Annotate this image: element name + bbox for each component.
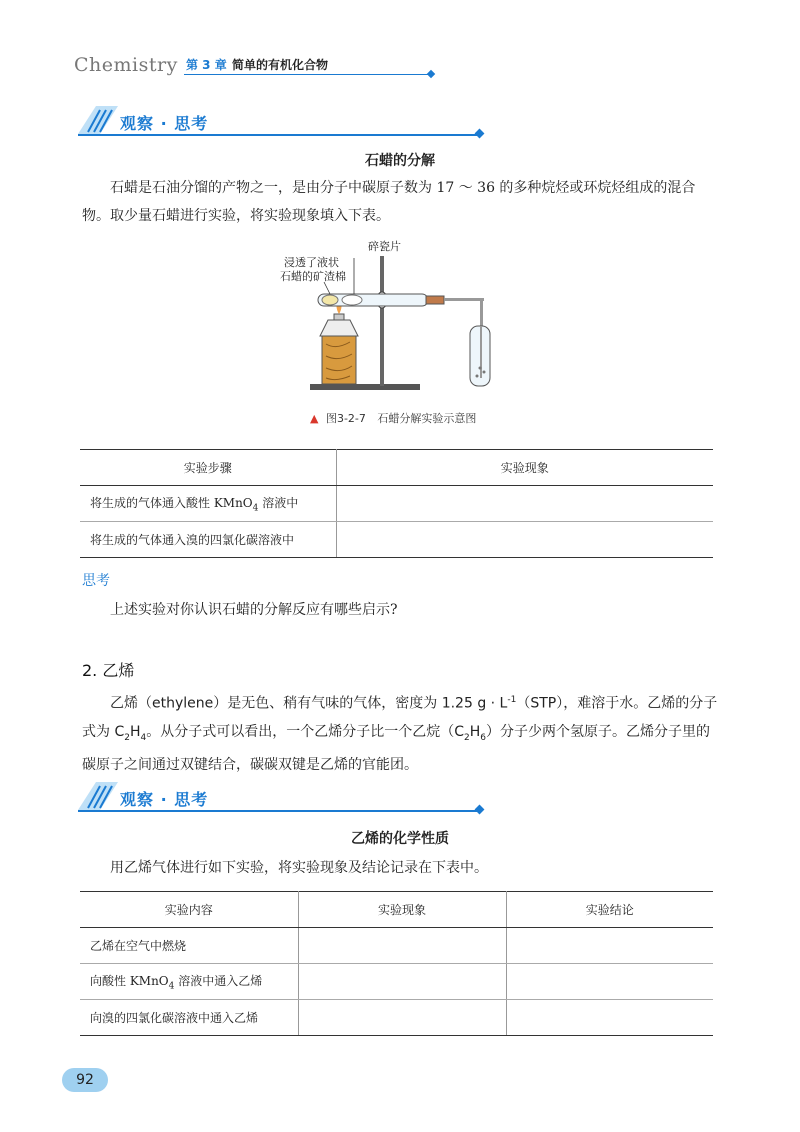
- banner-underline: [78, 134, 480, 136]
- page-header: [74, 52, 364, 76]
- observe-think-banner-1: [78, 104, 488, 140]
- table-cell-result[interactable]: [298, 1000, 506, 1036]
- section-title-paraffin: 石蜡的分解: [365, 153, 435, 169]
- table-header: 实验结论: [506, 892, 713, 928]
- ethylene-experiment-paragraph: 用乙烯气体进行如下实验，将实验现象及结论记录在下表中。: [110, 860, 488, 876]
- table-cell-conclusion[interactable]: [506, 1000, 713, 1036]
- figure-caption: [310, 410, 476, 426]
- brand-title: Chemistry: [74, 54, 178, 76]
- stripes-icon: [78, 106, 118, 134]
- caption-text: 石蜡分解实验示意图: [377, 412, 477, 425]
- table-header: 实验内容: [80, 892, 298, 928]
- section-heading-ethylene: 2. 乙烯: [82, 661, 135, 680]
- table-cell-result[interactable]: [336, 486, 713, 522]
- chapter-title: 简单的有机化合物: [232, 58, 329, 72]
- label-soaked-1: 浸透了液状: [284, 256, 339, 269]
- table-cell-result[interactable]: [336, 522, 713, 558]
- paraffin-intro-paragraph: 石蜡是石油分馏的产物之一，是由分子中碳原子数为 17 ～ 36 的多种烷烃或环烷烃组成的混合物。取少量石蜡进行实验，将实验现象填入下表。: [82, 180, 696, 224]
- banner-underline: [78, 810, 480, 812]
- table-row: [80, 486, 713, 522]
- table-cell-result[interactable]: [298, 964, 506, 1000]
- table-cell-content: 向酸性 KMnO$_4$ 溶液中通入乙烯: [80, 964, 298, 1000]
- header-diamond-icon: [427, 70, 435, 78]
- label-soaked-2: 石蜡的矿渣棉: [280, 270, 346, 283]
- table-cell-conclusion[interactable]: [506, 928, 713, 964]
- table-cell-content: 乙烯在空气中燃烧: [80, 928, 298, 964]
- section-title-ethylene-properties: 乙烯的化学性质: [351, 831, 449, 847]
- chapter-number: 第 3 章: [186, 58, 227, 72]
- table-header: 实验步骤: [80, 450, 336, 486]
- caption-triangle-icon: ▲: [310, 412, 319, 425]
- table-cell-result[interactable]: [298, 928, 506, 964]
- observe-think-banner-2: [78, 780, 488, 816]
- think-label: 思考: [82, 573, 110, 589]
- paraffin-apparatus-figure: [270, 236, 530, 426]
- label-broken-porcelain: 碎瓷片: [368, 240, 401, 253]
- header-rule: [184, 74, 432, 75]
- table-cell-conclusion[interactable]: [506, 964, 713, 1000]
- table-row: [80, 928, 713, 964]
- banner-diamond-icon: [475, 805, 485, 815]
- paraffin-results-table: [80, 449, 713, 558]
- page-number: 92: [62, 1068, 108, 1092]
- think-question: 上述实验对你认识石蜡的分解反应有哪些启示?: [110, 602, 398, 618]
- ethylene-results-table: [80, 891, 713, 1036]
- stripes-icon: [78, 782, 118, 810]
- table-cell-step: 将生成的气体通入溴的四氯化碳溶液中: [80, 522, 336, 558]
- table-row: [80, 964, 713, 1000]
- table-cell-step: 将生成的气体通入酸性 KMnO$_4$ 溶液中: [80, 486, 336, 522]
- caption-number: 图3-2-7: [325, 412, 366, 425]
- table-row: [80, 1000, 713, 1036]
- table-header: 实验现象: [298, 892, 506, 928]
- table-row: [80, 522, 713, 558]
- banner-diamond-icon: [475, 129, 485, 139]
- table-cell-content: 向溴的四氯化碳溶液中通入乙烯: [80, 1000, 298, 1036]
- banner-title: 观察 · 思考: [120, 114, 209, 133]
- banner-title: 观察 · 思考: [120, 790, 209, 809]
- table-header: 实验现象: [336, 450, 713, 486]
- ethylene-paragraph: 乙烯（ethylene）是无色、稍有气味的气体，密度为 1.25 $g \cdot L^{-1}(STP)$，难溶于水。乙烯的分子式为 $C_2H_4$。从分子式可以看出，一个乙烯分子比一个乙烷$(C_2H_6)$分子少两个氢原子。乙烯分子里的碳原子之间通过双键结合，碳碳双键是乙烯的官能团。: [82, 695, 718, 774]
